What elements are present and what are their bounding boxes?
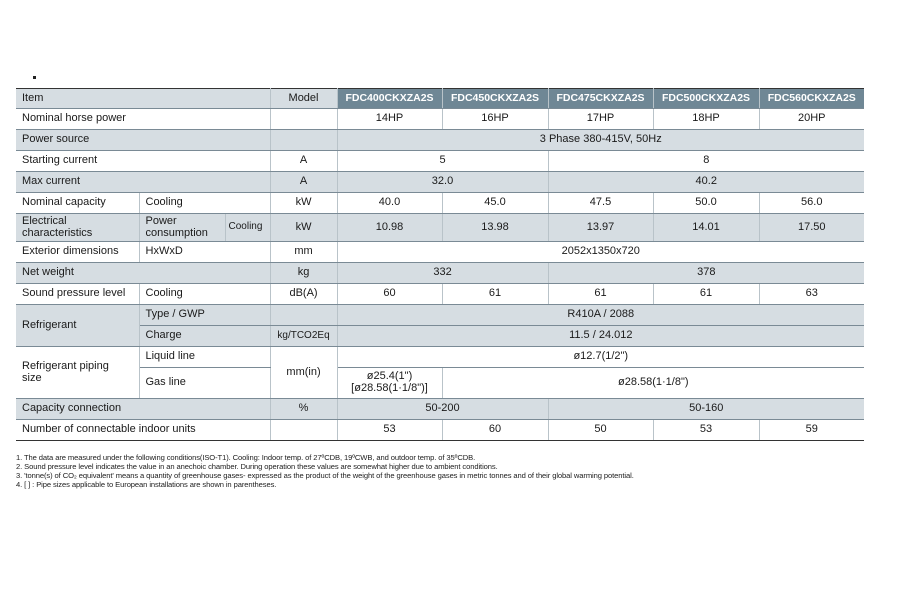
value-cell: 17HP [548, 109, 653, 130]
value-cell: 32.0 [337, 172, 548, 193]
value-cell: 61 [442, 284, 548, 305]
unit-cell: kg/TCO2Eq [270, 326, 337, 347]
value-cell: 50-160 [548, 399, 864, 420]
sub-label: Charge [139, 326, 270, 347]
row-label: Sound pressure level [16, 284, 139, 305]
unit-cell: A [270, 172, 337, 193]
unit-cell: kW [270, 193, 337, 214]
sub-label: Power consumption [139, 214, 225, 242]
value-cell: 63 [759, 284, 864, 305]
row-label: Refrigerant [16, 305, 139, 347]
footnote: 1. The data are measured under the following conditions(ISO-T1). Cooling: Indoor temp. of 27ºCDB, 19ºCWB, and outdoor temp. of 35ºCDB. [16, 453, 476, 462]
value-cell: 53 [337, 420, 442, 441]
row-label: Electrical characteristics [16, 214, 139, 242]
bullet-dot [33, 76, 36, 79]
model-header-cell: FDC400CKXZA2S [337, 89, 442, 109]
row-label: Starting current [16, 151, 270, 172]
value-cell: 10.98 [337, 214, 442, 242]
sub-label: HxWxD [139, 242, 270, 263]
table-row [16, 305, 864, 326]
item-header: Item [16, 89, 270, 109]
value-cell: 53 [653, 420, 759, 441]
value-cell: 47.5 [548, 193, 653, 214]
table-header-row [16, 89, 864, 109]
value-cell: 60 [337, 284, 442, 305]
value-cell: 13.97 [548, 214, 653, 242]
value-cell: 40.0 [337, 193, 442, 214]
sub-label: Liquid line [139, 347, 270, 368]
value-cell: ø25.4(1") [ø28.58(1·1/8")] [337, 368, 442, 399]
table-row [16, 399, 864, 420]
value-cell: 3 Phase 380-415V, 50Hz [337, 130, 864, 151]
model-header-cell: FDC500CKXZA2S [653, 89, 759, 109]
value-cell: 378 [548, 263, 864, 284]
unit-cell: mm(in) [270, 347, 337, 399]
value-cell: 61 [548, 284, 653, 305]
table-row [16, 130, 864, 151]
unit-cell: kW [270, 214, 337, 242]
value-cell: 13.98 [442, 214, 548, 242]
value-cell: 17.50 [759, 214, 864, 242]
unit-cell [270, 109, 337, 130]
value-cell: 5 [337, 151, 548, 172]
value-cell: 45.0 [442, 193, 548, 214]
table-row [16, 420, 864, 441]
row-label: Capacity connection [16, 399, 270, 420]
value-cell: 11.5 / 24.012 [337, 326, 864, 347]
value-cell: ø28.58(1·1/8") [442, 368, 864, 399]
row-label: Power source [16, 130, 270, 151]
value-cell: 50-200 [337, 399, 548, 420]
spec-table [16, 88, 864, 441]
value-cell: 40.2 [548, 172, 864, 193]
table-row [16, 172, 864, 193]
row-label: Number of connectable indoor units [16, 420, 270, 441]
footnotes [16, 453, 876, 489]
row-label: Nominal horse power [16, 109, 270, 130]
table-row [16, 368, 864, 399]
table-row [16, 242, 864, 263]
table-row [16, 326, 864, 347]
value-cell: 59 [759, 420, 864, 441]
row-label: Nominal capacity [16, 193, 139, 214]
value-cell: 50 [548, 420, 653, 441]
value-cell: 332 [337, 263, 548, 284]
model-header-cell: FDC560CKXZA2S [759, 89, 864, 109]
unit-cell [270, 130, 337, 151]
value-cell: 50.0 [653, 193, 759, 214]
table-row [16, 214, 864, 242]
row-label: Net weight [16, 263, 270, 284]
table-row [16, 193, 864, 214]
sub-label: Gas line [139, 368, 270, 399]
value-cell: 2052x1350x720 [337, 242, 864, 263]
sub-label: Type / GWP [139, 305, 270, 326]
unit-cell [270, 420, 337, 441]
model-header-cell: FDC450CKXZA2S [442, 89, 548, 109]
value-cell: 14HP [337, 109, 442, 130]
value-cell: 56.0 [759, 193, 864, 214]
footnote: 3. 'tonne(s) of CO₂ equivalent' means a quantity of greenhouse gases- expressed as the product of the weight of the greenhouse gases in metric tonnes and of their global warming potential. [16, 471, 634, 480]
unit-cell: % [270, 399, 337, 420]
model-header: Model [270, 89, 337, 109]
row-label: Exterior dimensions [16, 242, 139, 263]
sub-label: Cooling [225, 214, 270, 242]
footnote: 4. [ ] : Pipe sizes applicable to European installations are shown in parentheses. [16, 480, 277, 489]
value-cell: 61 [653, 284, 759, 305]
row-label: Refrigerant piping size [16, 347, 139, 399]
value-cell: 20HP [759, 109, 864, 130]
table-row [16, 284, 864, 305]
table-row [16, 347, 864, 368]
unit-cell [270, 305, 337, 326]
row-label: Max current [16, 172, 270, 193]
table-row [16, 151, 864, 172]
value-cell: 16HP [442, 109, 548, 130]
value-cell: 14.01 [653, 214, 759, 242]
unit-cell: dB(A) [270, 284, 337, 305]
footnote: 2. Sound pressure level indicates the value in an anechoic chamber. During operation these values are somewhat higher due to ambient conditions. [16, 462, 498, 471]
value-cell: R410A / 2088 [337, 305, 864, 326]
unit-cell: kg [270, 263, 337, 284]
unit-cell: A [270, 151, 337, 172]
sub-label: Cooling [139, 193, 270, 214]
table-row [16, 109, 864, 130]
sub-label: Cooling [139, 284, 270, 305]
table-row [16, 263, 864, 284]
value-cell: 60 [442, 420, 548, 441]
value-cell: ø12.7(1/2") [337, 347, 864, 368]
unit-cell: mm [270, 242, 337, 263]
value-cell: 8 [548, 151, 864, 172]
model-header-cell: FDC475CKXZA2S [548, 89, 653, 109]
value-cell: 18HP [653, 109, 759, 130]
